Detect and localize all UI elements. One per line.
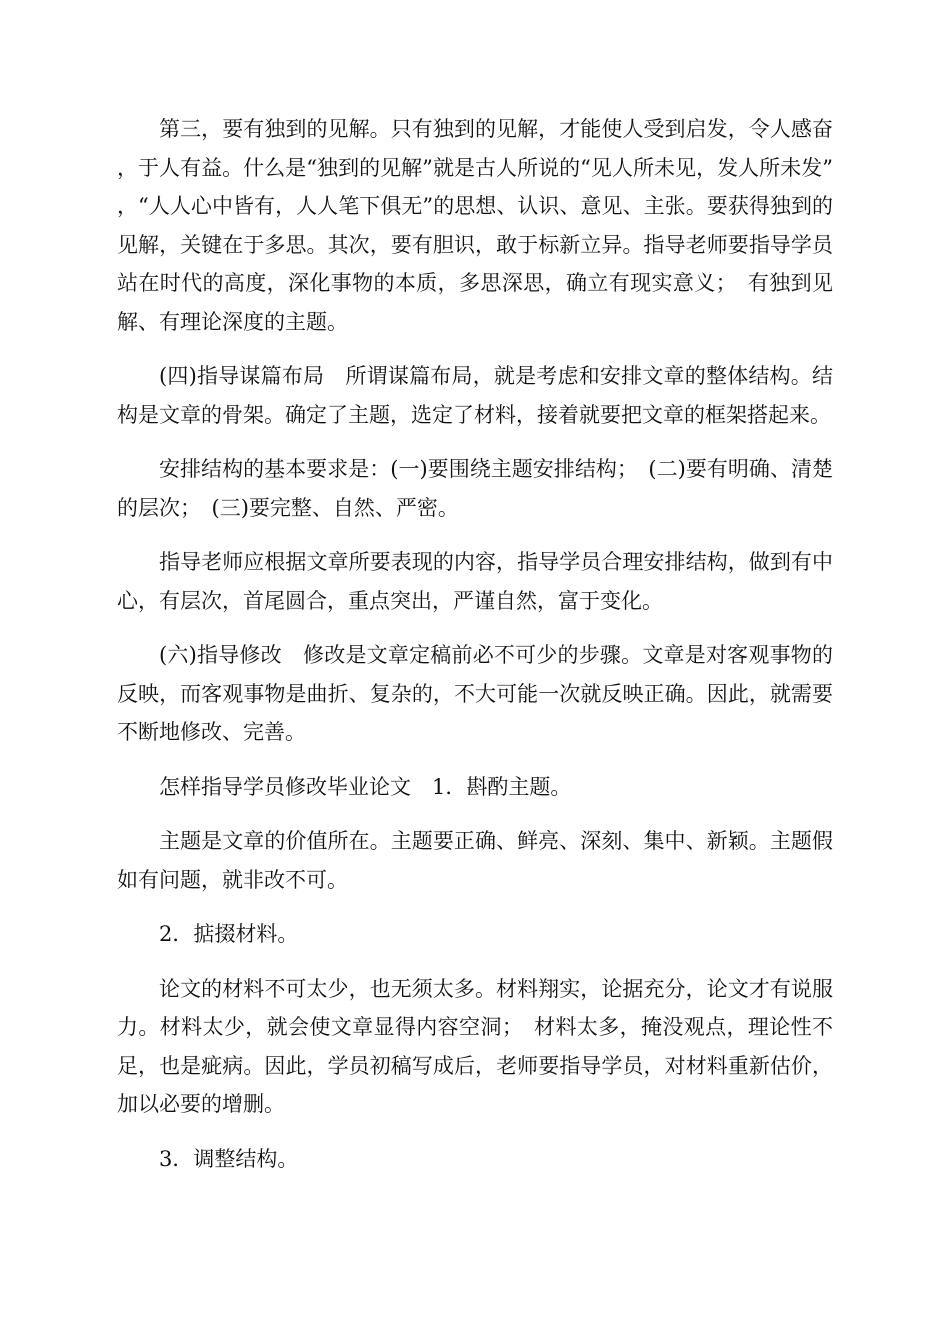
paragraph-structure-advice: 指导老师应根据文章所要表现的内容，指导学员合理安排结构，做到有中心，有层次，首尾圆合，重点突出，严谨自然，富于变化。 bbox=[117, 550, 833, 613]
paragraph-revision-step-3: 3．调整结构。 bbox=[159, 1146, 299, 1171]
paragraph-material-balance: 论文的材料不可太少，也无须太多。材料翔实，论据充分，论文才有说服力。材料太少，就会使文章显得内容空洞； 材料太多，掩没观点，理论性不足，也是疵病。因此，学员初稿写成后，老师要指导学员，对材料重新估价，加以必要的增删。 bbox=[117, 976, 833, 1116]
paragraph-structure-requirements: 安排结构的基本要求是：(一)要围绕主题安排结构； (二)要有明确、清楚的层次； (三)要完整、自然、严密。 bbox=[117, 457, 833, 520]
paragraph-theme-value: 主题是文章的价值所在。主题要正确、鲜亮、深刻、集中、新颖。主题假如有问题，就非改不可。 bbox=[117, 829, 833, 892]
paragraph-revision-step-2: 2．掂掇材料。 bbox=[159, 922, 299, 946]
document-body bbox=[117, 110, 833, 1194]
paragraph-revision-step-1: 怎样指导学员修改毕业论文 1．斟酌主题。 bbox=[159, 774, 572, 799]
paragraph-revision-guidance: (六)指导修改 修改是文章定稿前必不可少的步骤。文章是对客观事物的反映，而客观事物是曲折、复杂的，不大可能一次就反映正确。因此，就需要不断地修改、完善。 bbox=[117, 643, 833, 744]
paragraph-unique-insight: 第三，要有独到的见解。只有独到的见解，才能使人受到启发，令人感奋，于人有益。什么是“独到的见解”就是古人所说的“见人所未见，发人所未发”，“人人心中皆有，人人笔下俱无”的思想、认识、意见、主张。要获得独到的见解，关键在于多思。其次，要有胆识，敢于标新立异。指导老师要指导学员站在时代的高度，深化事物的本质，多思深思，确立有现实意义； 有独到见解、有理论深度的主题。 bbox=[117, 117, 833, 334]
paragraph-layout-guidance: (四)指导谋篇布局 所谓谋篇布局，就是考虑和安排文章的整体结构。结构是文章的骨架。确定了主题，选定了材料，接着就要把文章的框架搭起来。 bbox=[117, 364, 833, 427]
